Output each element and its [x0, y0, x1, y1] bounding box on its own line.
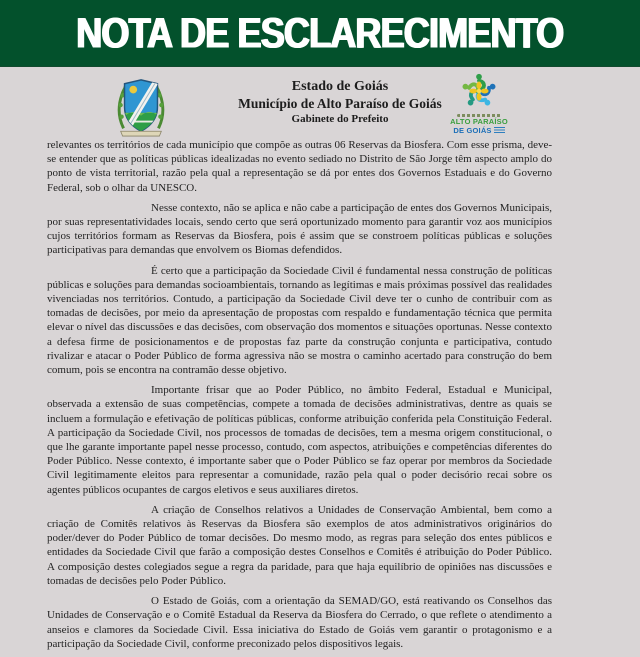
header-state: Estado de Goiás	[291, 79, 389, 94]
header-office: Gabinete do Prefeito	[291, 113, 389, 125]
logo-city-name-row	[447, 126, 511, 135]
paragraph: Nesse contexto, não se aplica e não cabe a participação de entes dos Governos Municipais, por suas representatividades locais, sendo certo que será oportunizado momento para garantir voz aos municípios cujos territórios formam as Reservas da Biosfera, pois é assim que se constroem políticas públicas e soluções participativas para demandas que envolvem os Biomas defendidos.	[47, 201, 552, 257]
municipal-coat-of-arms-icon	[112, 76, 170, 138]
paragraph: Importante frisar que ao Poder Público, no âmbito Federal, Estadual e Municipal, observada a extensão de suas competências, compete a tomada de decisões administrativas, dentre as quais se incluem a formulação e efetivação de políticas públicas, conforme atribuição conferida pela Constituição Federal. A participação da Sociedade Civil, nos processos de tomadas de decisões, tem a mesma origem constitucional, o que lhe garante importante papel nesse processo, contudo, com aspectos, atribuições e competências diferentes do Poder Público. Nesse contexto, é importante saber que o Poder Público se faz operar por membros da Sociedade Civil legitimamente eleitos para representar a comunidade, razão pela qual o poder decisório recai sobre os agentes públicos ocupantes de cargos eletivos e seus auxiliares diretos.	[47, 384, 552, 496]
title-banner	[0, 0, 640, 67]
logo-city-name-line2: DE GOIÁS	[453, 126, 492, 135]
paragraph: É certo que a participação da Sociedade Civil é fundamental nessa construção de políticas públicas e soluções para demandas socioambientais, tornando as legítimas e mais próximas possível das realidades vivenciadas nos territórios. Contudo, a participação da Sociedade Civil deve ter o cunho de contribuir com as tomadas de decisões, por meio da apresentação de propostas com respaldo e fundamentação técnica que permita elevar o nível das discussões e das decisões, com observação dos momentos e situações oportunas. Nesse contexto a defesa firme de posicionamentos e de propostas faz parte da construção conjunta e participativa, contudo rivalizar e atacar o Poder Público de forma agressiva não se mostra o caminho acertado para construção do bem comum, pois se encontra na contramão desse objetivo.	[47, 264, 552, 377]
banner-title: NOTA DE ESCLARECIMENTO	[76, 8, 564, 57]
logo-city-name-line1: ALTO PARAÍSO	[450, 117, 508, 126]
logo-tagline-block	[494, 127, 505, 134]
document-text	[47, 138, 552, 657]
paragraph: A criação de Conselhos relativos a Unidades de Conservação Ambiental, bem como a criação de Comitês relativos às Reservas da Biosfera são exemplos de atos administrativos originários do poder/dever do Poder Público de tomar decisões. Do mesmo modo, as regras para seleção dos entes públicos e entidades da Sociedade Civil que farão a composição destes Conselhos e Comitês é atribuição do Poder Público. A composição destes colegiados segue a regra da paridade, para que haja equilíbrio de opiniões nas discussões e tomadas de decisões pelo Poder Público.	[47, 503, 552, 587]
city-brand-logo	[447, 71, 511, 135]
header-municipality: Município de Alto Paraíso de Goiás	[238, 96, 442, 111]
document-page	[0, 67, 640, 650]
document-header	[0, 67, 640, 138]
city-brand-flower-icon	[451, 71, 507, 113]
paragraph: relevantes os territórios de cada município que compõe as outras 06 Reservas da Biosfera. Com esse prisma, deve-se entender que as políticas públicas idealizadas no evento sediado no Distrito de São Jorge têm aspecto amplo do ponto de vista territorial, razão pela qual a representação se dá por entes dos Governos Estaduais e do Governo Federal, sob o olhar da UNESCO.	[47, 139, 552, 194]
paragraph: O Estado de Goiás, com a orientação da SEMAD/GO, está reativando os Conselhos das Unidades de Conservação e o Comitê Estadual da Reserva da Biosfera do Cerrado, o que reflete o atendimento a anseios e clamores da Sociedade Civil. Essa iniciativa do Estado de Goiás vem garantir o protagonismo e a participação da Sociedade Civil, conforme preconizado pelos dispositivos legais.	[47, 595, 552, 650]
